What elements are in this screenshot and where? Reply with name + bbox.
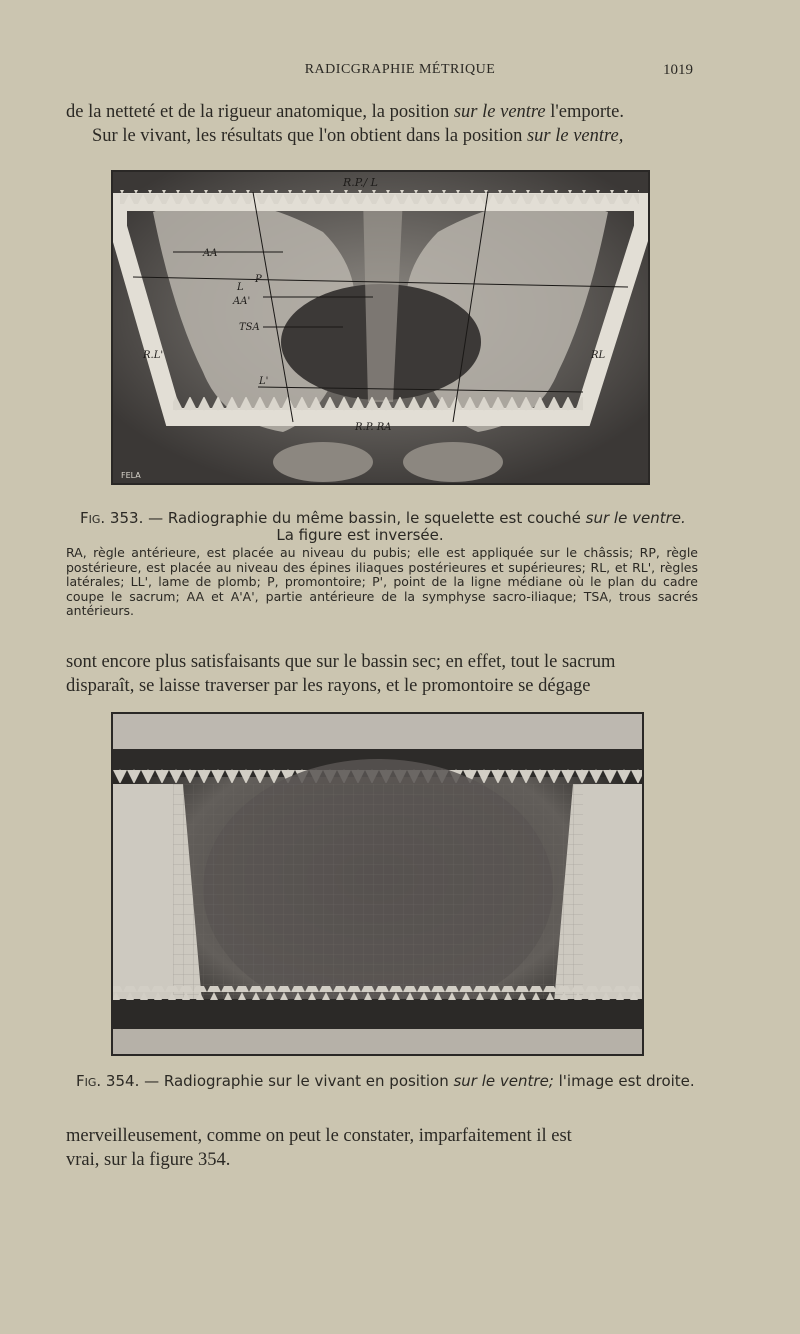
living-xray-image <box>113 714 642 1054</box>
figure-353-legend: RA, règle antérieure, est placée au niveau du pubis; elle est appliquée sur le châssis; RP, règle postérieure, est placée au niveau des épines iliaques postérieures et supérieures; RL, et RL', règles latérales; LL', lame de plomb; P, promontoire; P', point de la ligne médiane où le plan du cadre coupe le sacrum; AA et A'A', partie antérieure de la symphyse sacro-iliaque; TSA, trous sacrés antérieurs. <box>66 545 698 618</box>
italic-text: sur le ventre, <box>526 126 624 146</box>
figure-354-radiograph <box>111 712 644 1056</box>
pelvis-xray-image <box>113 172 648 483</box>
text-line: sont encore plus satisfaisants que sur le bassin sec; en effet, tout le sacrum <box>66 652 616 672</box>
running-head: RADICGRAPHIE MÉTRIQUE <box>304 62 496 77</box>
page-number: 1019 <box>663 62 693 78</box>
figure-number: Fig. 353. <box>80 509 144 527</box>
figure-label: AA <box>203 248 218 259</box>
figure-353-radiograph <box>111 170 650 485</box>
figure-label: R.L' <box>143 350 164 361</box>
figure-number: Fig. 354. <box>76 1072 140 1090</box>
figure-354-caption <box>76 1073 716 1090</box>
text-line: disparaît, se laisse traverser par les rayons, et le promontoire se dégage <box>66 676 591 696</box>
italic-text: sur le ventre <box>453 102 546 122</box>
text-line: de la netteté et de la rigueur anatomique, la position <box>66 102 454 122</box>
text-line: merveilleusement, comme on peut le constater, imparfaitement il est <box>66 1126 572 1146</box>
figure-label: TSA <box>239 322 260 333</box>
figure-353-caption <box>80 510 700 544</box>
paragraph-middle <box>66 650 698 698</box>
paragraph-bottom <box>66 1124 698 1172</box>
figure-label: RL <box>591 350 606 361</box>
figure-label: L <box>237 282 244 293</box>
caption-text: — Radiographie sur le vivant en position <box>139 1072 454 1090</box>
caption-text: l'image est droite. <box>553 1072 695 1090</box>
figure-label: R.P./ L <box>343 176 378 189</box>
caption-text: — Radiographie du même bassin, le squelette est couché <box>143 509 586 527</box>
figure-label: L' <box>259 376 269 387</box>
paragraph-top <box>66 100 698 148</box>
figure-label: FELA <box>121 471 141 480</box>
text-line: l'emporte. <box>545 102 624 122</box>
caption-italic: sur le ventre; <box>453 1072 554 1090</box>
caption-italic: sur le ventre. <box>585 509 686 527</box>
caption-line-2: La figure est inversée. <box>276 526 444 544</box>
text-line: Sur le vivant, les résultats que l'on obtient dans la position <box>92 126 527 146</box>
figure-label: R.P. RA <box>355 422 392 433</box>
figure-label: P <box>255 274 262 285</box>
text-line: vrai, sur la figure 354. <box>66 1150 231 1170</box>
figure-label: AA' <box>233 296 251 307</box>
